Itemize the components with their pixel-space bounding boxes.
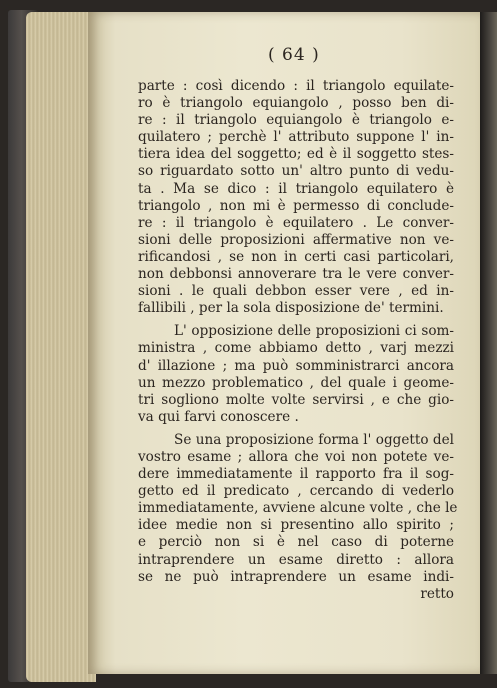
text-line: quilatero ; perchè l' attributo suppone l' in- <box>138 129 454 146</box>
text-line: dere immediatamente il rapporto fra il sog- <box>138 466 454 483</box>
text-line: sioni delle proposizioni affermative non ve- <box>138 231 454 248</box>
text-line: sioni . le quali debbon esser vere , ed in- <box>138 283 454 300</box>
page-number: ( 64 ) <box>268 45 320 65</box>
text-line: triangolo , non mi è permesso di conclude- <box>138 197 454 214</box>
text-line: getto ed il predicato , cercando di vederlo <box>138 483 454 500</box>
text-line: rificandosi , se non in certi casi particolari, <box>138 248 454 265</box>
facing-page-edge <box>480 12 497 674</box>
text-line: non debbonsi annoverare tra le vere conver- <box>138 266 454 283</box>
body-text <box>138 78 458 603</box>
text-line: so riguardato sotto un' altro punto di vedu- <box>138 163 454 180</box>
text-line: tiera idea del soggetto; ed è il soggetto stes- <box>138 146 454 163</box>
page-edges <box>26 12 96 682</box>
text-line: va qui farvi conoscere . <box>138 408 299 425</box>
text-line: vostro esame ; allora che voi non potete ve- <box>138 448 454 465</box>
text-line: ta . Ma se dico : il triangolo equilatero è <box>138 180 454 197</box>
text-line: ro è triangolo equiangolo , posso ben di- <box>138 95 454 112</box>
text-line: re : il triangolo è equilatero . Le conver- <box>138 214 454 231</box>
text-line: parte : così dicendo : il triangolo equilate- <box>138 78 454 94</box>
text-line: tri sogliono molte volte servirsi , e che gio- <box>138 391 454 408</box>
text-line: un mezzo problematico , del quale i geome- <box>138 374 454 391</box>
text-line: d' illazione ; ma può somministrarci ancora <box>138 357 454 374</box>
text-line: immediatamente, avviene alcune volte , che le <box>138 500 458 517</box>
text-line: Se una proposizione forma l' oggetto del <box>174 431 454 448</box>
text-line: ministra , come abbiamo detto , varj mezzi <box>138 340 454 357</box>
text-line: idee medie non si presentino allo spirito ; <box>138 517 454 534</box>
text-line: re : il triangolo equiangolo è triangolo e- <box>138 112 454 129</box>
text-line: L' opposizione delle proposizioni ci som- <box>174 323 454 340</box>
text-line: e perciò non si è nel caso di poterne <box>138 534 454 551</box>
text-line: intraprendere un esame diretto : allora <box>138 551 454 568</box>
text-line: fallibili , per la sola disposizione de' termini. <box>138 300 444 317</box>
text-line: retto <box>420 585 454 602</box>
text-line: se ne può intraprendere un esame indi- <box>138 568 454 585</box>
